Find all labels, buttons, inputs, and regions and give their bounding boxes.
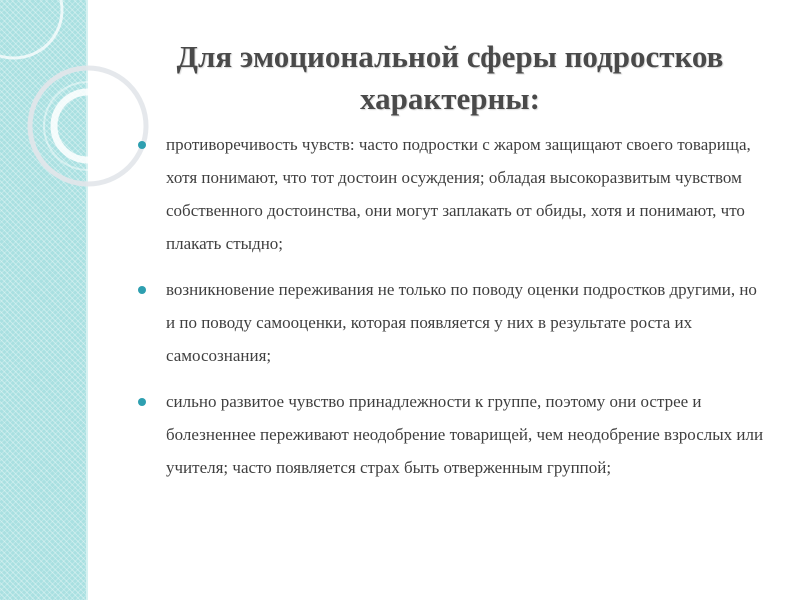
list-item — [138, 273, 768, 372]
bullet-dot-icon — [138, 398, 146, 406]
bullet-dot-icon — [138, 286, 146, 294]
bullet-text: возникновение переживания не только по поводу оценки подростков другими, но и по поводу самооценки, которая появляется у них в результате роста их самосознания; — [166, 280, 757, 365]
bullet-text: противоречивость чувств: часто подростки с жаром защищают своего товарища, хотя понимают, что тот достоин осуждения; обладая высокоразвитым чувством собственного достоинства, они могут заплакать от обиды, хотя и понимают, что плакать стыдно; — [166, 135, 751, 253]
bullet-list — [138, 128, 768, 497]
list-item — [138, 128, 768, 260]
bullet-text: сильно развитое чувство принадлежности к группе, поэтому они острее и болезненнее переживают неодобрение товарищей, чем неодобрение взрослых или учителя; часто появляется страх быть отверженным группой; — [166, 392, 764, 477]
list-item — [138, 385, 768, 484]
bullet-dot-icon — [138, 141, 146, 149]
slide-title: Для эмоциональной сферы подростков характерны: — [176, 39, 724, 116]
